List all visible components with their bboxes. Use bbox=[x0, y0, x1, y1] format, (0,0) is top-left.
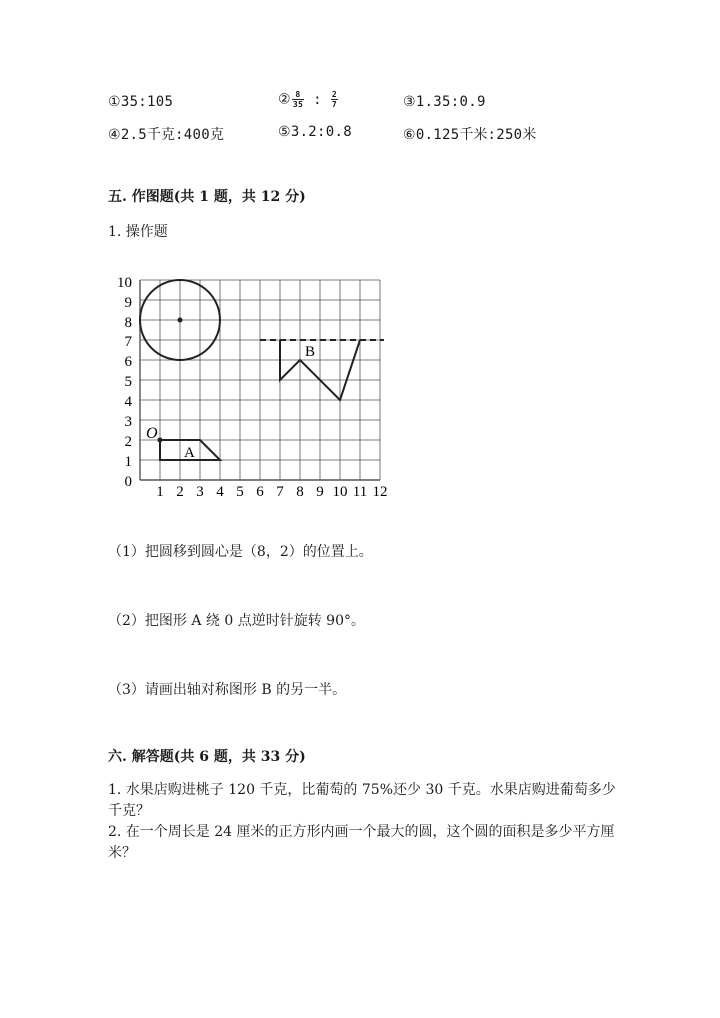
ratio-2 bbox=[278, 90, 339, 109]
grid-lines bbox=[140, 280, 380, 480]
y-tick-2: 2 bbox=[124, 434, 132, 450]
sub-question-2: （2）把图形 A 绕 0 点逆时针旋转 90°。 bbox=[108, 613, 365, 629]
point-o bbox=[158, 438, 163, 443]
y-tick-3: 3 bbox=[124, 414, 132, 430]
x-tick-8: 8 bbox=[296, 484, 304, 500]
fraction-numerator: 2 bbox=[331, 90, 337, 99]
fraction-numerator: 8 bbox=[292, 90, 304, 100]
y-tick-0: 0 bbox=[124, 474, 132, 490]
y-tick-7: 7 bbox=[124, 334, 132, 350]
shape-a bbox=[160, 440, 220, 460]
fraction-8-35 bbox=[292, 90, 304, 109]
ratio-6 bbox=[403, 124, 536, 144]
y-tick-8: 8 bbox=[124, 315, 132, 331]
fraction-2-7 bbox=[331, 90, 338, 109]
ratio-6-value: ⑥0.125 bbox=[403, 127, 460, 143]
section-5-title: 五. 作图题(共 1 题，共 12 分) bbox=[108, 189, 306, 205]
y-tick-1: 1 bbox=[124, 454, 132, 470]
question-6-2: 2. 在一个周长是 24 厘米的正方形内画一个最大的圆，这个圆的面积是多少平方厘米？ bbox=[108, 824, 615, 861]
circle-center-dot bbox=[178, 318, 183, 323]
x-tick-4: 4 bbox=[216, 484, 224, 500]
ratio-4 bbox=[108, 124, 224, 144]
fraction-denominator: 7 bbox=[331, 100, 337, 109]
label-o: O bbox=[146, 425, 158, 442]
sub-question-3: （3）请画出轴对称图形 B 的另一半。 bbox=[108, 682, 347, 698]
ratio-1: ①35:105 bbox=[108, 94, 174, 110]
y-tick-9: 9 bbox=[124, 295, 132, 311]
label-a: A bbox=[184, 445, 195, 461]
x-tick-11: 11 bbox=[352, 484, 368, 500]
circle-shape bbox=[140, 280, 220, 360]
y-tick-5: 5 bbox=[124, 374, 132, 390]
section-6-title: 六. 解答题(共 6 题，共 33 分) bbox=[108, 749, 306, 765]
label-b: B bbox=[305, 344, 316, 360]
ratio-6-unit1: 千米 bbox=[459, 127, 488, 143]
x-tick-2: 2 bbox=[176, 484, 184, 500]
shape-b bbox=[280, 340, 360, 400]
x-tick-5: 5 bbox=[236, 484, 244, 500]
ratio-3: ③1.35:0.9 bbox=[403, 94, 486, 110]
ratio-5: ⑤3.2:0.8 bbox=[278, 124, 352, 140]
y-axis-labels bbox=[117, 275, 133, 490]
x-tick-3: 3 bbox=[196, 484, 204, 500]
sub-question-1: （1）把圆移到圆心是（8，2）的位置上。 bbox=[108, 544, 373, 560]
ratio-colon: : bbox=[313, 91, 322, 108]
fraction-denominator: 35 bbox=[292, 100, 304, 109]
ratio-6-unit2: 米 bbox=[522, 127, 537, 143]
ratio-4-value: ④2.5 bbox=[108, 127, 148, 143]
x-tick-7: 7 bbox=[276, 484, 284, 500]
ratio-2-prefix: ② bbox=[278, 91, 291, 108]
x-tick-9: 9 bbox=[316, 484, 324, 500]
x-tick-1: 1 bbox=[156, 484, 164, 500]
ratio-4-value2: :400 bbox=[175, 127, 210, 143]
ratio-6-value2: :250 bbox=[487, 127, 523, 143]
x-tick-12: 12 bbox=[372, 484, 388, 500]
y-tick-10: 10 bbox=[117, 275, 132, 291]
ratio-4-unit2: 克 bbox=[209, 127, 224, 143]
y-tick-4: 4 bbox=[124, 394, 132, 410]
y-tick-6: 6 bbox=[124, 354, 132, 370]
x-tick-10: 10 bbox=[332, 484, 348, 500]
x-tick-6: 6 bbox=[256, 484, 264, 500]
x-axis-labels bbox=[156, 484, 387, 500]
question-6-1: 1. 水果店购进桃子 120 千克，比葡萄的 75%还少 30 千克。水果店购进葡萄多少千克？ bbox=[108, 782, 616, 819]
ratio-4-unit1: 千克 bbox=[147, 127, 176, 143]
question-1-label: 1. 操作题 bbox=[108, 224, 168, 240]
